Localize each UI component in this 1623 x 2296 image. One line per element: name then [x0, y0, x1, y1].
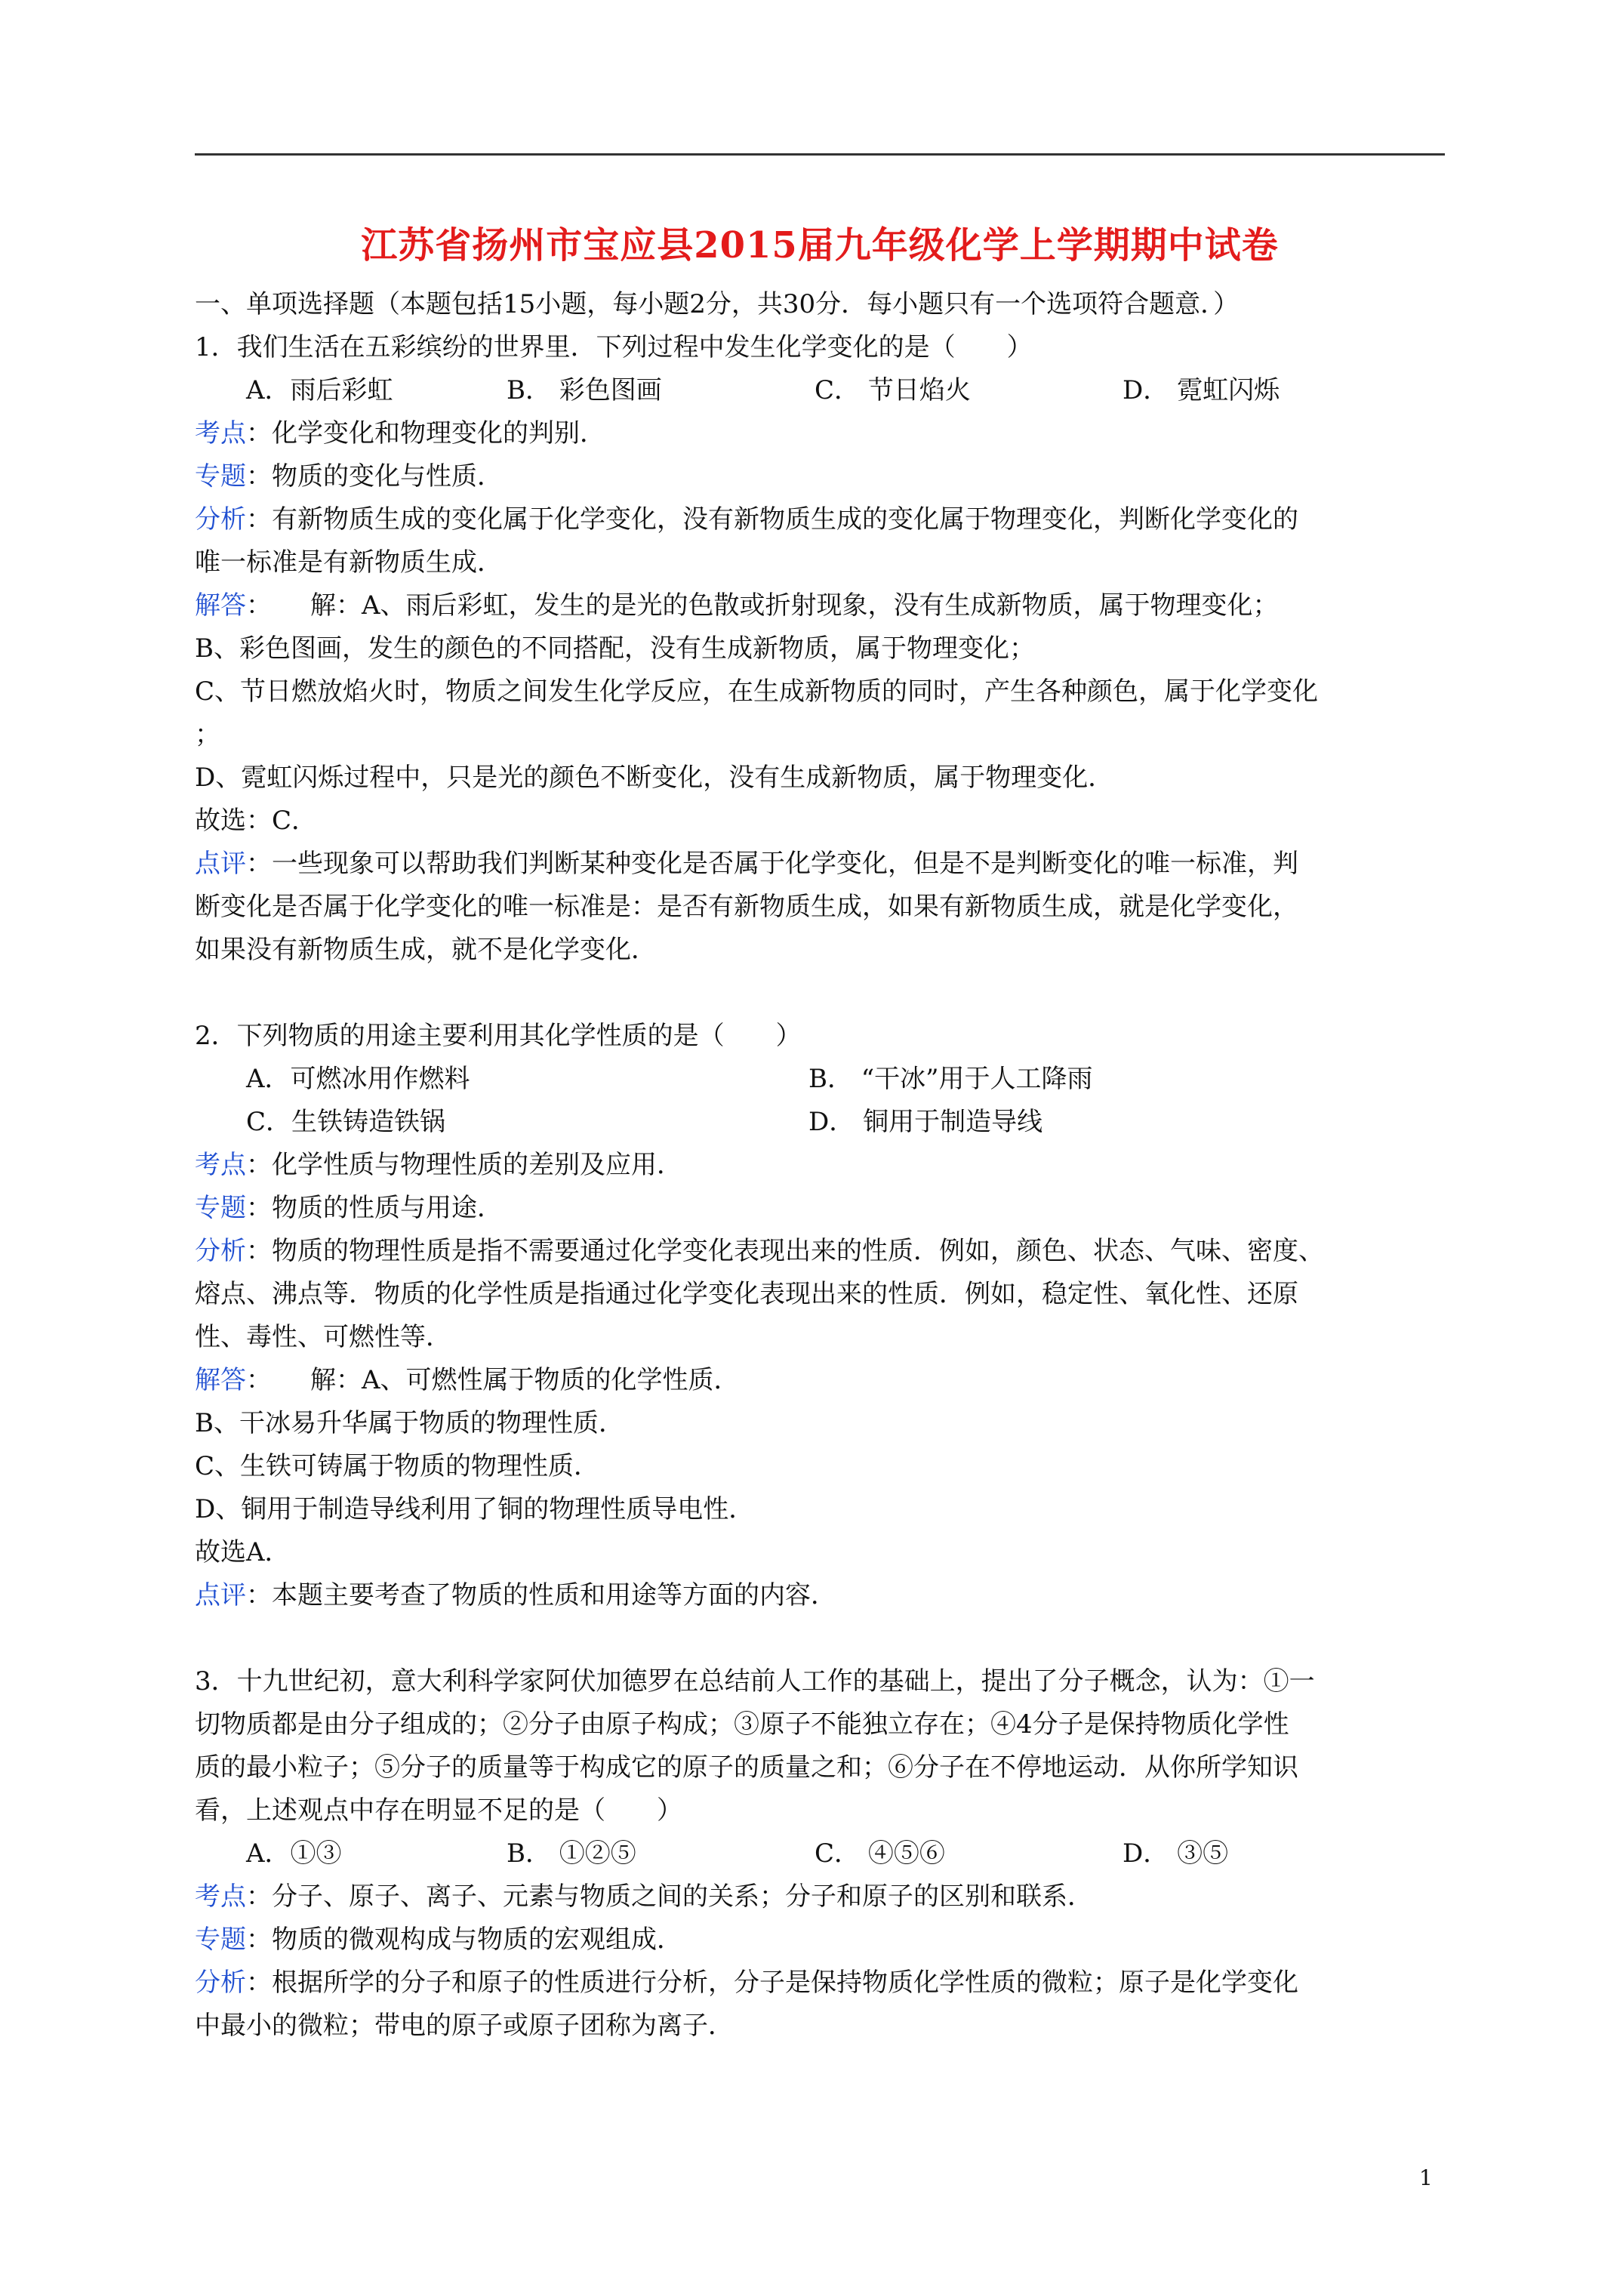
fenxi-line-cont: 性、毒性、可燃性等．: [195, 1322, 451, 1352]
kaodian-text: ：化学变化和物理变化的判别．: [246, 418, 605, 448]
fenxi-text: ：有新物质生成的变化属于化学变化，没有新物质生成的变化属于物理变化，判断化学变化的: [246, 504, 1298, 535]
options-row: [195, 1058, 1445, 1101]
options-row: [195, 369, 1445, 412]
options-row: [195, 1101, 1445, 1144]
document-body: [195, 283, 1445, 2048]
question-stem: 3．十九世纪初，意大利科学家阿伏加德罗在总结前人工作的基础上，提出了分子概念，认为：①一: [195, 1666, 1315, 1697]
dianping-cont-1: 断变化是否属于化学变化的唯一标准是：是否有新物质生成，如果有新物质生成，就是化学变化，: [195, 892, 1298, 922]
fenxi-line-cont: 中最小的微粒；带电的原子或原子团称为离子．: [195, 2011, 734, 2041]
option-b: B． ①②⑤: [507, 1838, 636, 1869]
header-rule: [195, 153, 1445, 156]
answer-line: 故选：C．: [195, 806, 318, 836]
fenxi-line: [195, 498, 1445, 541]
jieda-b: B、彩色图画，发生的颜色的不同搭配，没有生成新物质，属于物理变化；: [195, 633, 1035, 664]
kaodian-label: 考点: [195, 1150, 246, 1180]
option-a: A．可燃冰用作燃料: [246, 1064, 470, 1094]
option-c: C． 节日焰火: [815, 375, 971, 405]
jieda-text: ： 解：A、可燃性属于物质的化学性质．: [246, 1365, 740, 1395]
zhuanti-label: 专题: [195, 461, 246, 492]
dianping-line: [195, 843, 1445, 886]
spacer: [195, 972, 1445, 1015]
question-stem-cont: 切物质都是由分子组成的；②分子由原子构成；③原子不能独立存在；④4分子是保持物质化学性: [195, 1709, 1289, 1740]
jieda-c-cont: ；: [195, 720, 220, 750]
zhuanti-label: 专题: [195, 1925, 246, 1955]
fenxi-line-cont: 唯一标准是有新物质生成．: [195, 547, 503, 578]
dianping-label: 点评: [195, 849, 246, 879]
option-d: D． ③⑤: [1123, 1838, 1229, 1869]
page-number: 1: [1419, 2165, 1433, 2190]
zhuanti-text: ：物质的变化与性质．: [246, 461, 503, 492]
question-stem-cont: 质的最小粒子；⑤分子的质量等于构成它的原子的质量之和；⑥分子在不停地运动．从你所学知识: [195, 1752, 1298, 1783]
question-stem: 1．我们生活在五彩缤纷的世界里．下列过程中发生化学变化的是（ ）: [195, 332, 1033, 362]
kaodian-text: ：化学性质与物理性质的差别及应用．: [246, 1150, 682, 1180]
jieda-label: 解答: [195, 1365, 246, 1395]
jieda-line: [195, 1359, 1445, 1402]
zhuanti-label: 专题: [195, 1193, 246, 1223]
zhuanti-line: [195, 1187, 1445, 1230]
option-c: C．生铁铸造铁锅: [246, 1107, 446, 1137]
option-c: C． ④⑤⑥: [815, 1838, 945, 1869]
question-3: [195, 1660, 1445, 2048]
fenxi-text: ：物质的物理性质是指不需要通过化学变化表现出来的性质．例如，颜色、状态、气味、密度、: [246, 1236, 1324, 1266]
question-stem: 2．下列物质的用途主要利用其化学性质的是（ ）: [195, 1021, 802, 1051]
fenxi-text: ：根据所学的分子和原子的性质进行分析，分子是保持物质化学性质的微粒；原子是化学变化: [246, 1968, 1298, 1998]
option-d: D． 霓虹闪烁: [1123, 375, 1280, 405]
dianping-cont-2: 如果没有新物质生成，就不是化学变化．: [195, 935, 657, 965]
fenxi-line-cont: 熔点、沸点等．物质的化学性质是指通过化学变化表现出来的性质．例如，稳定性、氧化性、还原: [195, 1279, 1298, 1309]
zhuanti-line: [195, 455, 1445, 498]
fenxi-line: [195, 1230, 1445, 1273]
kaodian-label: 考点: [195, 418, 246, 448]
jieda-d: D、铜用于制造导线利用了铜的物理性质导电性．: [195, 1494, 755, 1524]
dianping-text: ：一些现象可以帮助我们判断某种变化是否属于化学变化，但是不是判断变化的唯一标准，判: [246, 849, 1298, 879]
zhuanti-text: ：物质的性质与用途．: [246, 1193, 503, 1223]
kaodian-line: [195, 1875, 1445, 1918]
option-a: A．①③: [246, 1838, 342, 1869]
zhuanti-line: [195, 1918, 1445, 1962]
jieda-label: 解答: [195, 590, 246, 621]
jieda-line: [195, 584, 1445, 627]
section-heading: 一、单项选择题（本题包括15小题，每小题2分，共30分．每小题只有一个选项符合题意．）: [195, 289, 1240, 319]
dianping-line: [195, 1574, 1445, 1617]
option-d: D． 铜用于制造导线: [808, 1107, 1043, 1137]
kaodian-text: ：分子、原子、离子、元素与物质之间的关系；分子和原子的区别和联系．: [246, 1881, 1093, 1912]
jieda-c: C、生铁可铸属于物质的物理性质．: [195, 1451, 600, 1481]
option-b: B． “干冰”用于人工降雨: [808, 1064, 1093, 1094]
fenxi-label: 分析: [195, 1236, 246, 1266]
document-title: 江苏省扬州市宝应县2015届九年级化学上学期期中试卷: [361, 224, 1279, 267]
option-b: B． 彩色图画: [507, 375, 662, 405]
answer-line: 故选A．: [195, 1537, 291, 1567]
zhuanti-text: ：物质的微观构成与物质的宏观组成．: [246, 1925, 682, 1955]
question-1: [195, 326, 1445, 972]
question-2: [195, 1015, 1445, 1617]
kaodian-line: [195, 1144, 1445, 1187]
kaodian-label: 考点: [195, 1881, 246, 1912]
jieda-b: B、干冰易升华属于物质的物理性质．: [195, 1408, 624, 1438]
fenxi-line: [195, 1962, 1445, 2005]
fenxi-label: 分析: [195, 504, 246, 535]
jieda-c: C、节日燃放焰火时，物质之间发生化学反应，在生成新物质的同时，产生各种颜色，属于化学变化: [195, 676, 1319, 707]
kaodian-line: [195, 412, 1445, 455]
option-a: A．雨后彩虹: [246, 375, 393, 405]
fenxi-label: 分析: [195, 1968, 246, 1998]
options-row: [195, 1832, 1445, 1875]
jieda-text: ： 解：A、雨后彩虹，发生的是光的色散或折射现象，没有生成新物质，属于物理变化；: [246, 590, 1279, 621]
jieda-d: D、霓虹闪烁过程中，只是光的颜色不断变化，没有生成新物质，属于物理变化．: [195, 763, 1114, 793]
dianping-text: ：本题主要考查了物质的性质和用途等方面的内容．: [246, 1580, 836, 1610]
question-stem-cont: 看，上述观点中存在明显不足的是（ ）: [195, 1795, 682, 1826]
spacer: [195, 1617, 1445, 1660]
dianping-label: 点评: [195, 1580, 246, 1610]
